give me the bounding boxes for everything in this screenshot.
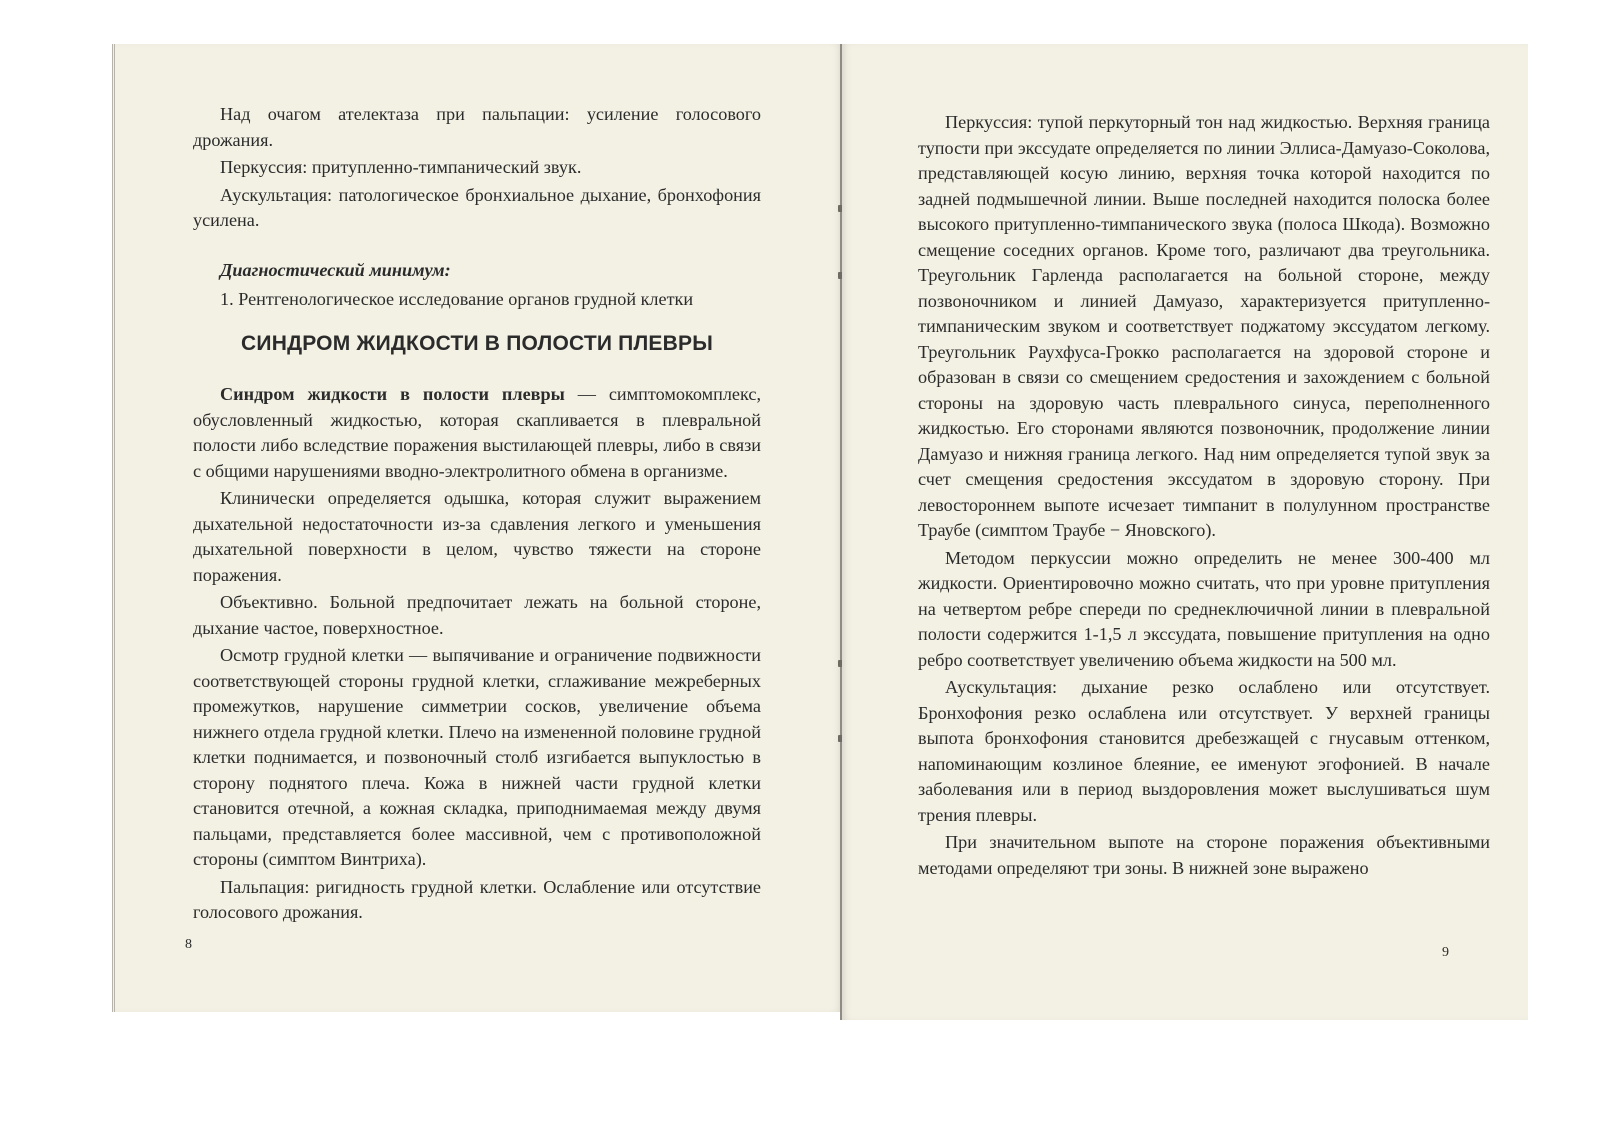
diagnostic-minimum-heading: Диагностический минимум:: [220, 259, 451, 280]
definition-paragraph: [193, 382, 761, 484]
page-number-left: 8: [185, 937, 192, 952]
definition-term: Синдром жидкости в полости плевры: [220, 384, 565, 404]
paragraph: При значительном выпоте на стороне поражения объективными методами определяют три зоны. В нижней зоне выражено: [918, 832, 1490, 878]
left-page-text: [193, 102, 761, 928]
paragraph: Над очагом ателектаза при пальпации: усиление голосового дрожания.: [193, 104, 761, 150]
section-title: СИНДРОМ ЖИДКОСТИ В ПОЛОСТИ ПЛЕВРЫ: [241, 331, 713, 355]
paragraph: Перкуссия: тупой перкуторный тон над жидкостью. Верхняя граница тупости при экссудате определяется по линии Эллиса-Дамуазо-Соколова, представляющей косую линию, верхняя точка которой находится по задней подмышечной линии. Выше последней находится полоска более высокого притупленно-тимпанического звука (полоса Шкода). Возможно смещение соседних органов. Кроме того, различают два треугольника. Треугольник Гарленда располагается на больной стороне, между позвоночником и линией Дамуазо, характеризуется притупленно-тимпаническим звуком и соответствует поджатому экссудатом легкому. Треугольник Раухфуса-Грокко располагается на здоровой стороне и образован в связи со смещением средостения и захождением с больной стороны на здоровую часть плеврального синуса, переполненного жидкостью. Его сторонами являются позвоночник, продолжение линии Дамуазо и нижняя граница легкого. Над ним определяется тупой звук за счет смещения средостения экссудатом в здоровую сторону. При левостороннем выпоте исчезает тимпанит в полулунном пространстве Траубе (симптом Траубе − Яновского).: [918, 112, 1490, 540]
paragraph: Аускультация: патологическое бронхиальное дыхание, бронхофония усилена.: [193, 184, 761, 230]
paragraph: Методом перкуссии можно определить не менее 300-400 мл жидкости. Ориентировочно можно считать, что при уровне притупления на четвертом ребре спереди по среднеключичной линии в плевральной полости содержится 1-1,5 л экссудата, повышение притупления на одно ребро соответствует увеличению объема жидкости на 500 мл.: [918, 547, 1490, 670]
diagnostic-list-item: 1. Рентгенологическое исследование органов грудной клетки: [220, 289, 694, 309]
paragraph: Аускультация: дыхание резко ослаблено или отсутствует. Бронхофония резко ослаблена или отсутствует. У верхней границы выпота бронхофония становится дребезжащей с гнусавым оттенком, напоминающим козлиное блеяние, ее именуют эгофонией. В начале заболевания или в период выздоровления может выслушиваться шум трения плевры.: [918, 677, 1490, 825]
paragraph: Пальпация: ригидность грудной клетки. Ослабление или отсутствие голосового дрожания.: [193, 876, 761, 922]
paragraph: Осмотр грудной клетки — выпячивание и ограничение подвижности соответствующей стороны грудной клетки, сглаживание межреберных промежутков, нарушение симметрии сосков, увеличение объема нижнего отдела грудной клетки. Плечо на измененной половине грудной клетки поднимается, и позвоночный столб изгибается выпуклостью в сторону поднятого плеча. Кожа в нижней части грудной клетки становится отечной, а кожная складка, приподнимаемая между двумя пальцами, представляется более массивной, чем с противоположной стороны (симптом Винтриха).: [193, 645, 761, 869]
right-page-text: [918, 110, 1490, 883]
left-page: [112, 44, 842, 1012]
paragraph: Объективно. Больной предпочитает лежать на больной стороне, дыхание частое, поверхностное.: [193, 592, 761, 638]
paragraph: Перкуссия: притупленно-тимпанический звук.: [220, 157, 582, 177]
definition-text: — симптомокомплекс, обусловленный жидкостью, которая скапливается в плевральной полости либо вследствие поражения выстилающей плевры, либо в связи с общими нарушениями вводно-электролитного обмена в организме.: [193, 384, 761, 481]
paragraph: Клинически определяется одышка, которая служит выражением дыхательной недостаточности из-за сдавления легкого и уменьшения дыхательной поверхности в целом, чувство тяжести на стороне поражения.: [193, 488, 761, 585]
right-page: [842, 44, 1528, 1020]
page-number-right: 9: [1442, 945, 1449, 960]
